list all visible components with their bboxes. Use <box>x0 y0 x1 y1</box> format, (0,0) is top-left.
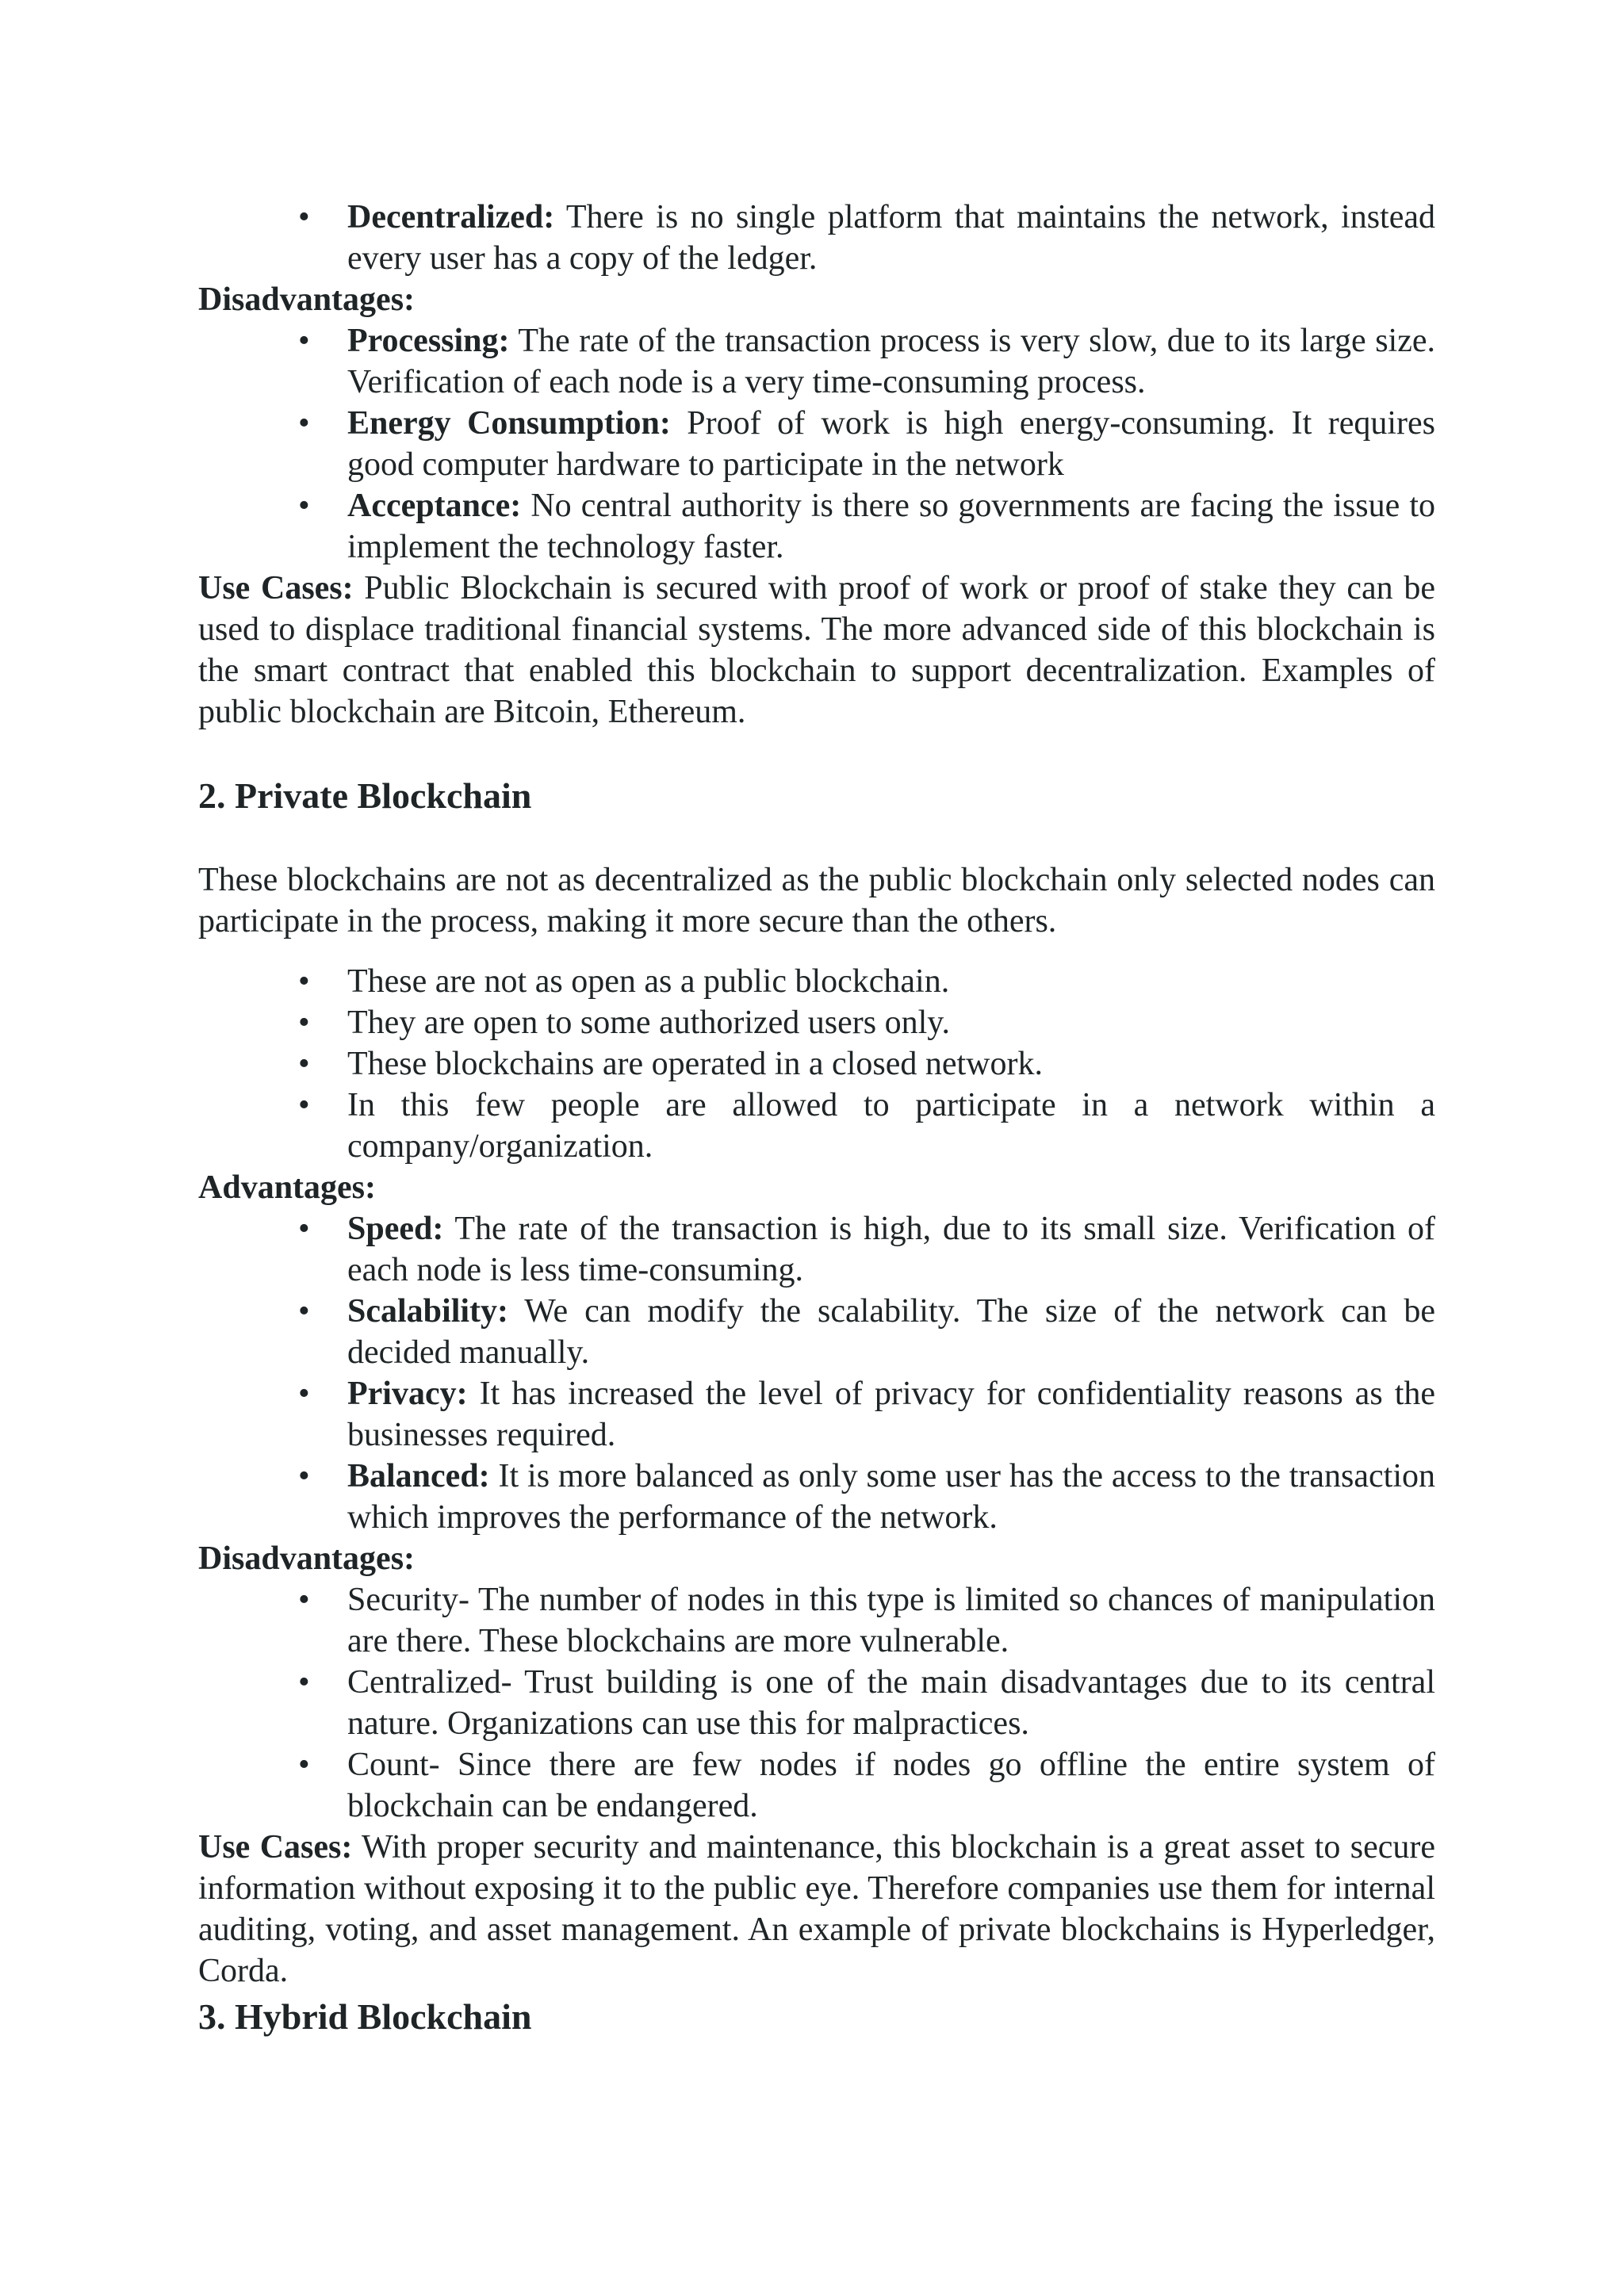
use-cases-label: Use Cases: <box>198 570 354 607</box>
bullet-icon: • <box>298 488 310 524</box>
term: Acceptance: <box>347 488 522 524</box>
bullet-icon: • <box>298 1211 310 1247</box>
list-item <box>298 1291 1435 1373</box>
private-disadvantages-heading: Disadvantages: <box>198 1540 416 1577</box>
list-item <box>298 197 1435 279</box>
list-item <box>298 1744 1435 1827</box>
public-use-cases <box>198 568 1435 733</box>
bullet-icon: • <box>298 963 310 1000</box>
use-cases-text: Public Blockchain is secured with proof of work or proof of stake they can be used to displace traditional financial systems. The more advanced side of this blockchain is the smart contract that enabled this blockchain to support decentralization. Examples of public blockchain are Bitcoin, Ethereum. <box>198 570 1435 730</box>
list-item <box>298 403 1435 485</box>
list-item <box>298 320 1435 403</box>
term-text: We can modify the scalability. The size of the network can be decided manually. <box>347 1293 1435 1371</box>
list-item <box>298 1208 1435 1291</box>
bullet-icon: • <box>298 1458 310 1494</box>
item-text: These blockchains are operated in a closed network. <box>347 1046 1043 1082</box>
public-disadvantages-heading: Disadvantages: <box>198 281 416 318</box>
list-item <box>298 1002 1435 1043</box>
term: Processing: <box>347 323 510 359</box>
term: Speed: <box>347 1211 444 1247</box>
term-text: The rate of the transaction is high, due to its small size. Verification of each node is less time-consuming. <box>347 1211 1435 1288</box>
bullet-icon: • <box>298 1004 310 1041</box>
section-heading-hybrid: 3. Hybrid Blockchain <box>198 1996 532 2037</box>
bullet-icon: • <box>298 1376 310 1412</box>
private-intro: These blockchains are not as decentralized as the public blockchain only selected nodes can participate in the process, making it more secure than the others. <box>198 862 1435 939</box>
public-advantages-list <box>198 197 1435 279</box>
bullet-icon: • <box>298 1582 310 1618</box>
term-text: It has increased the level of privacy for confidentiality reasons as the businesses required. <box>347 1376 1435 1453</box>
item-text: They are open to some authorized users only. <box>347 1004 951 1041</box>
term: Scalability: <box>347 1293 509 1330</box>
section-heading-private: 2. Private Blockchain <box>198 775 532 816</box>
list-item <box>298 1373 1435 1456</box>
term-text: Proof of work is high energy-consuming. It requires good computer hardware to participate in the network <box>347 405 1435 483</box>
bullet-icon: • <box>298 1293 310 1330</box>
item-text: Count- Since there are few nodes if nodes go offline the entire system of blockchain can be endangered. <box>347 1747 1435 1824</box>
term-text: There is no single platform that maintains the network, instead every user has a copy of the ledger. <box>347 199 1435 277</box>
use-cases-label: Use Cases: <box>198 1829 353 1866</box>
bullet-icon: • <box>298 1046 310 1082</box>
bullet-icon: • <box>298 1664 310 1701</box>
item-text: In this few people are allowed to participate in a network within a company/organization. <box>347 1087 1435 1165</box>
term: Energy Consumption: <box>347 405 671 442</box>
private-use-cases <box>198 1827 1435 1992</box>
item-text: These are not as open as a public blockchain. <box>347 963 950 1000</box>
item-text: Centralized- Trust building is one of the main disadvantages due to its central nature. Organizations can use this for malpractices. <box>347 1664 1435 1742</box>
bullet-icon: • <box>298 1747 310 1783</box>
use-cases-text: With proper security and maintenance, this blockchain is a great asset to secure information without exposing it to the public eye. Therefore companies use them for internal auditing, voting, and asset management. An example of private blockchains is Hyperledger, Corda. <box>198 1829 1435 1989</box>
term-text: No central authority is there so governments are facing the issue to implement the technology faster. <box>347 488 1435 565</box>
bullet-icon: • <box>298 323 310 359</box>
term: Balanced: <box>347 1458 490 1494</box>
private-disadvantages-list <box>198 1579 1435 1827</box>
list-item <box>298 485 1435 568</box>
bullet-icon: • <box>298 199 310 235</box>
list-item <box>298 1456 1435 1538</box>
term: Decentralized: <box>347 199 555 235</box>
public-disadvantages-list <box>198 320 1435 568</box>
list-item <box>298 1579 1435 1662</box>
bullet-icon: • <box>298 405 310 442</box>
private-advantages-heading: Advantages: <box>198 1169 377 1206</box>
bullet-icon: • <box>298 1087 310 1123</box>
term-text: It is more balanced as only some user has the access to the transaction which improves the performance of the network. <box>347 1458 1435 1536</box>
term-text: The rate of the transaction process is very slow, due to its large size. Verification of each node is a very time-consuming process. <box>347 323 1435 400</box>
list-item <box>298 1662 1435 1744</box>
term: Privacy: <box>347 1376 468 1412</box>
private-advantages-list <box>198 1208 1435 1538</box>
list-item <box>298 961 1435 1002</box>
document-page <box>198 197 1435 2039</box>
item-text: Security- The number of nodes in this type is limited so chances of manipulation are there. These blockchains are more vulnerable. <box>347 1582 1435 1659</box>
private-features-list <box>198 961 1435 1167</box>
list-item <box>298 1043 1435 1085</box>
list-item <box>298 1085 1435 1167</box>
